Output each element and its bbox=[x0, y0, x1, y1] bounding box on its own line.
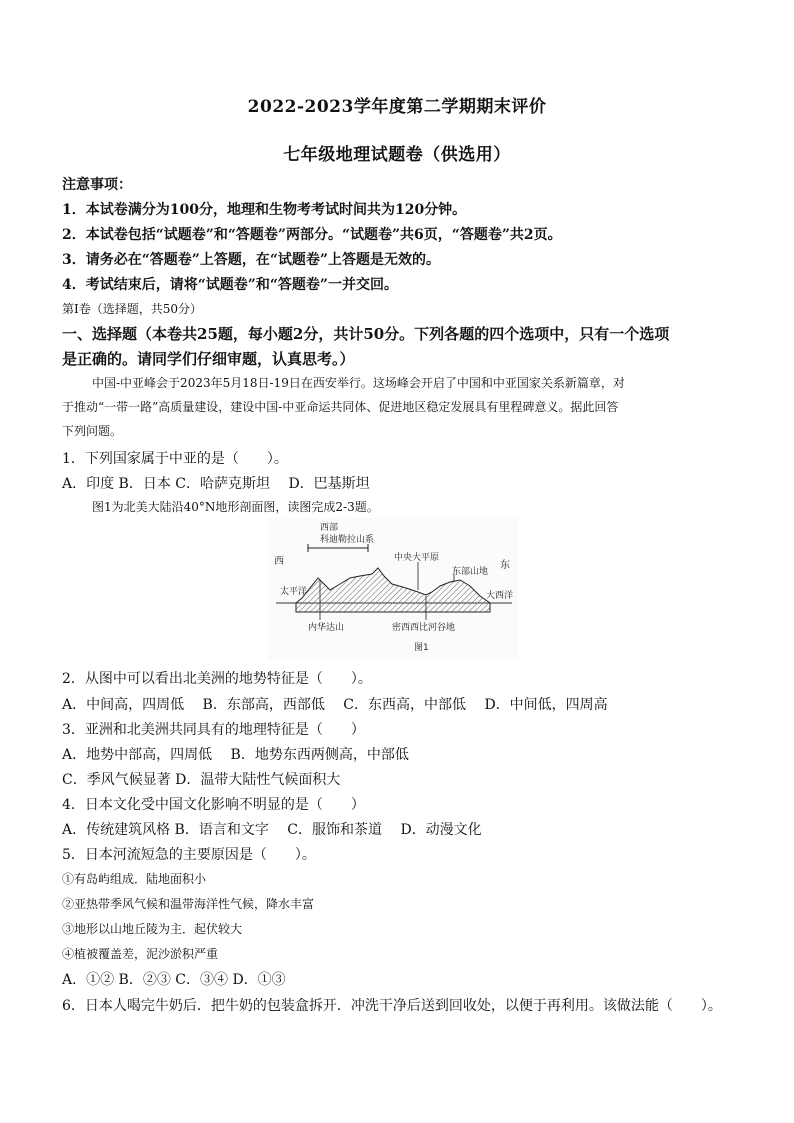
q4-options: A．传统建筑风格 B．语言和文字 C．服饰和茶道 D．动漫文化 bbox=[62, 822, 482, 838]
passage1-line1: 中国-中亚峰会于2023年5月18日-19日在西安举行。这场峰会开启了中国和中亚国家关系新篇章，对 bbox=[92, 376, 625, 390]
west-label: 西 bbox=[274, 556, 284, 567]
q3-options-line2: C．季风气候显著 D．温带大陆性气候面积大 bbox=[62, 772, 341, 788]
west-region-label-1: 西部 bbox=[320, 523, 339, 533]
mississippi-label: 密西西比河谷地 bbox=[392, 623, 456, 633]
notice-item-2: 2．本试卷包括“试题卷”和“答题卷”两部分。“试题卷”共6页，“答题卷”共2页。 bbox=[62, 227, 562, 243]
q5-stem: 5．日本河流短急的主要原因是（ ）。 bbox=[62, 847, 316, 863]
pacific-label: 太平洋 bbox=[280, 587, 308, 597]
q2-stem: 2．从图中可以看出北美洲的地势特征是（ ）。 bbox=[62, 671, 372, 687]
cross-section-figure bbox=[268, 518, 518, 660]
section-heading-line1: 一、选择题（本卷共25题，每小题2分，共计50分。下列各题的四个选项中，只有一个选项 bbox=[62, 325, 670, 343]
q3-options-line1: A．地势中部高，四周低 B．地势东西两侧高，中部低 bbox=[62, 747, 409, 763]
section-heading-line2: 是正确的。请同学们仔细审题，认真思考。） bbox=[62, 350, 355, 368]
passage1-line3: 下列问题。 bbox=[62, 424, 123, 438]
q5-options: A．①② B．②③ C．③④ D．①③ bbox=[62, 972, 286, 988]
volume-label: 第Ⅰ卷（选择题，共50分） bbox=[62, 302, 203, 316]
notice-item-3: 3．请务必在“答题卷”上答题，在“试题卷”上答题是无效的。 bbox=[62, 252, 440, 268]
nevada-label: 内华达山 bbox=[308, 623, 345, 633]
eastern-mountains-label: 东部山地 bbox=[452, 567, 489, 577]
q3-stem: 3．亚洲和北美洲共同具有的地理特征是（ ） bbox=[62, 722, 365, 738]
q1-options: A．印度 B．日本 C．哈萨克斯坦 D．巴基斯坦 bbox=[62, 476, 370, 492]
atlantic-label: 大西洋 bbox=[486, 591, 514, 601]
q5-statement-1: ①有岛屿组成．陆地面积小 bbox=[62, 872, 207, 886]
notice-item-4: 4．考试结束后，请将“试题卷”和“答题卷”一并交回。 bbox=[62, 277, 398, 293]
exam-title: 2022-2023学年度第二学期期末评价 bbox=[247, 97, 547, 117]
notice-heading: 注意事项： bbox=[62, 177, 132, 193]
q6-stem: 6．日本人喝完牛奶后．把牛奶的包装盒拆开．冲洗干净后送到回收处，以便于再利用。该做法能（ ）。 bbox=[62, 998, 722, 1014]
q5-statement-4: ④植被覆盖差，泥沙淤积严重 bbox=[62, 947, 219, 961]
q2-options: A．中间高，四周低 B．东部高，西部低 C．东西高，中部低 D．中间低，四周高 bbox=[62, 697, 608, 713]
west-region-label-2: 科迪勒拉山系 bbox=[320, 535, 375, 545]
passage1-line2: 于推动“一带一路”高质量建设，建设中国-中亚命运共同体、促进地区稳定发展具有里程碑意义。据此回答 bbox=[62, 400, 619, 414]
notice-item-1: 1．本试卷满分为100分，地理和生物考考试时间共为120分钟。 bbox=[62, 202, 467, 218]
central-plain-label: 中央大平原 bbox=[394, 553, 440, 563]
east-label: 东 bbox=[500, 560, 510, 571]
q5-statement-3: ③地形以山地丘陵为主．起伏较大 bbox=[62, 922, 243, 936]
q4-stem: 4．日本文化受中国文化影响不明显的是（ ） bbox=[62, 797, 365, 813]
figure-intro: 图1为北美大陆沿40°N地形剖面图，读图完成2-3题。 bbox=[92, 500, 379, 514]
q1-stem: 1．下列国家属于中亚的是（ ）。 bbox=[62, 451, 288, 467]
q5-statement-2: ②亚热带季风气候和温带海洋性气候，降水丰富 bbox=[62, 897, 315, 911]
figure-caption: 图1 bbox=[414, 643, 429, 653]
exam-subtitle: 七年级地理试题卷（供选用） bbox=[283, 145, 511, 165]
